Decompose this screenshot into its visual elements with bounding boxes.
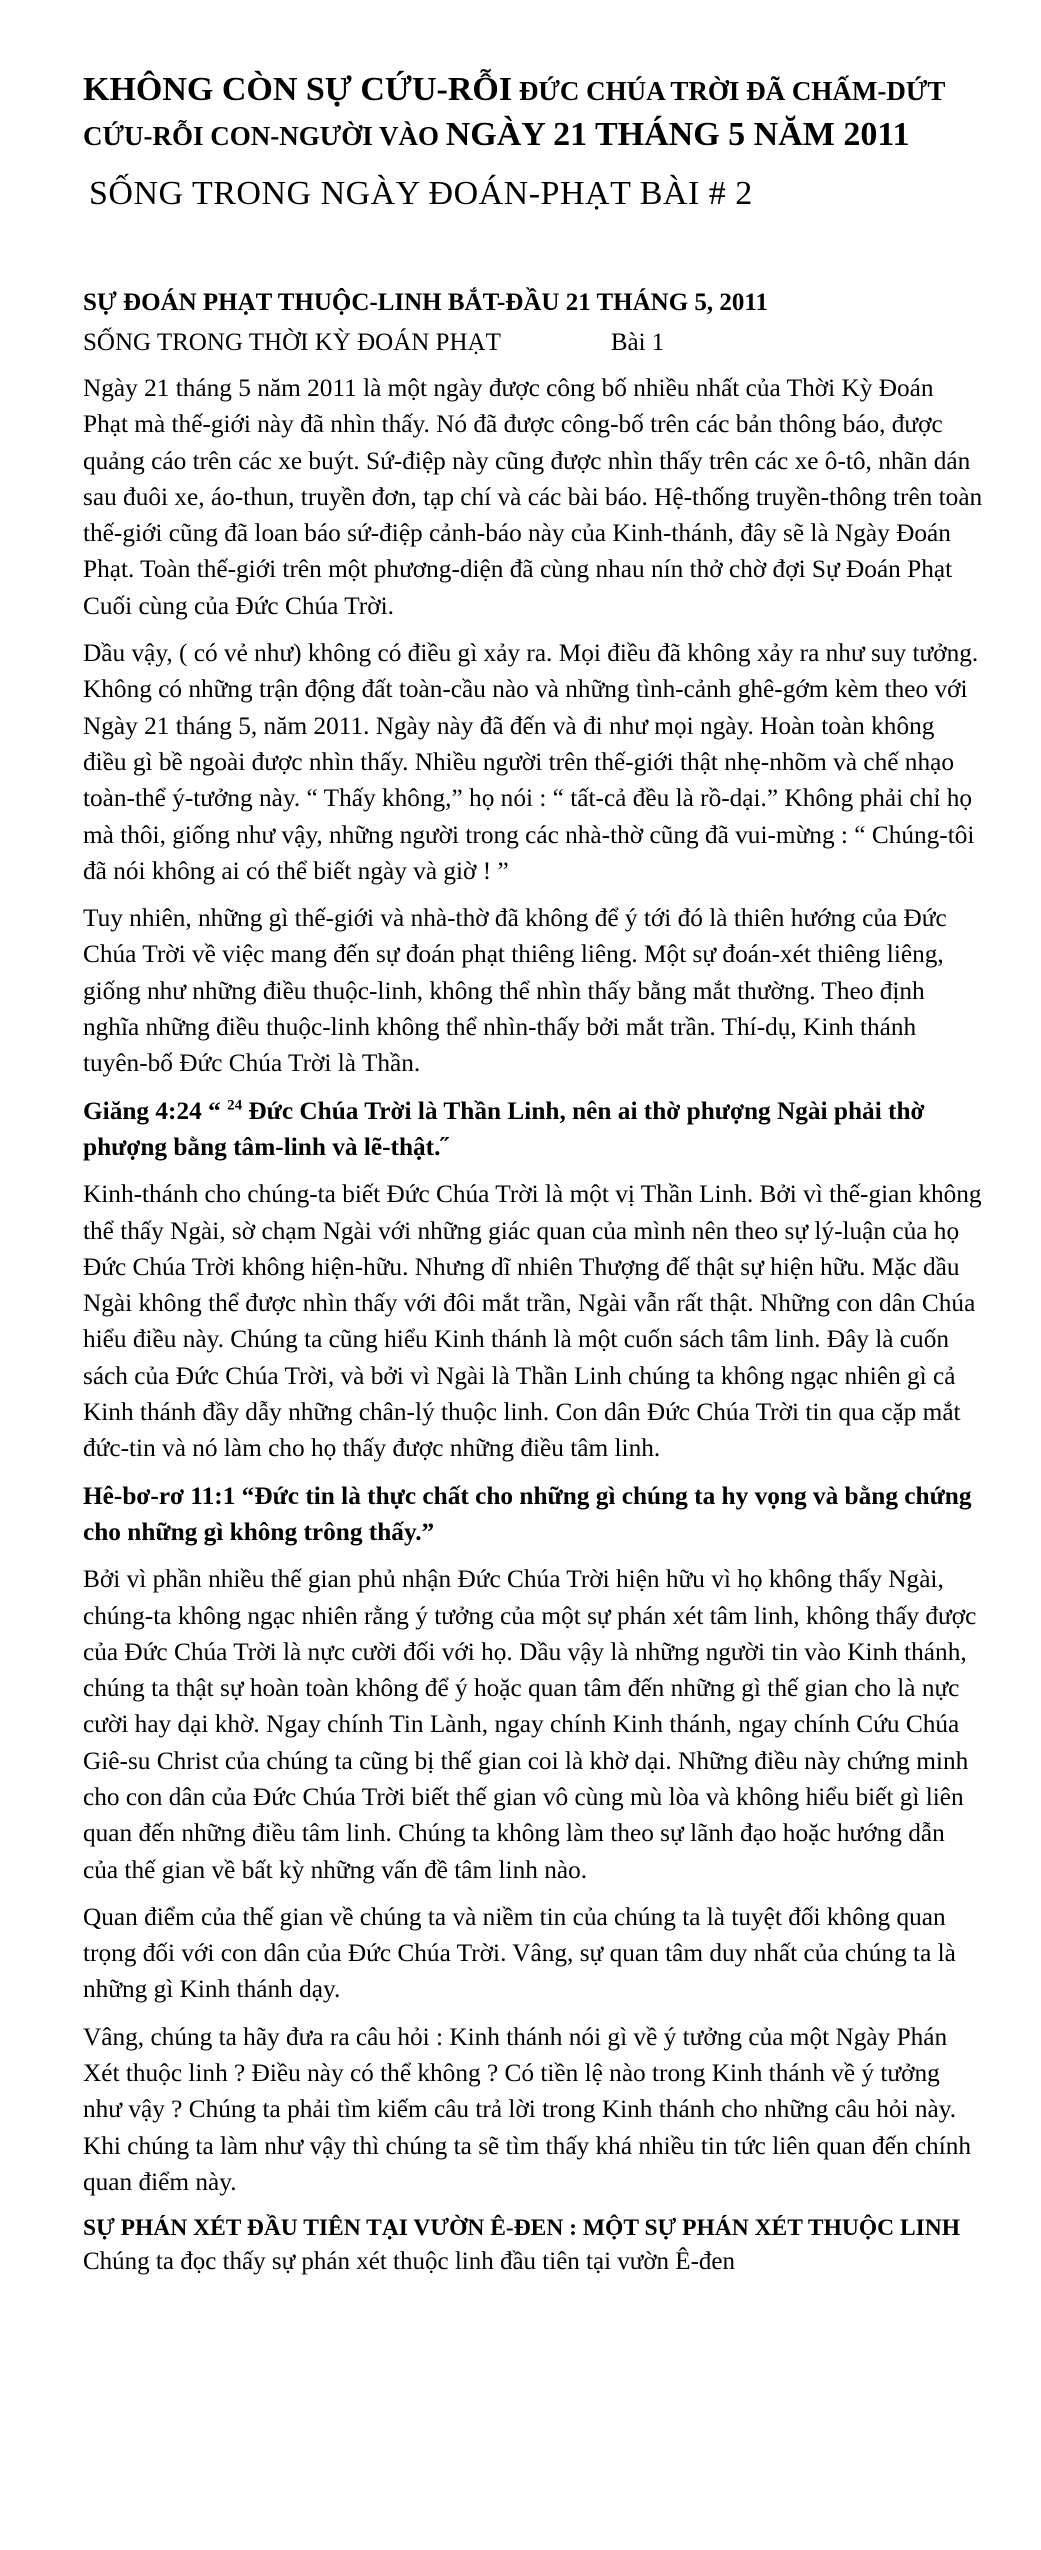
- series-line: [83, 326, 983, 360]
- document-page: [83, 68, 983, 2276]
- paragraph-7: Vâng, chúng ta hãy đưa ra câu hỏi : Kinh thánh nói gì về ý tưởng của một Ngày Phán Xét thuộc linh ? Điều này có thể không ? Có tiền lệ nào trong Kinh thánh về ý tưởng như vậy ? Chúng ta phải tìm kiếm câu trả lời trong Kinh thánh cho những câu hỏi này. Khi chúng ta làm như vậy thì chúng ta sẽ tìm thấy khá nhiều tin tức liên quan đến chính quan điểm này.: [83, 2022, 972, 2196]
- verse-open-quote: “: [201, 1096, 228, 1125]
- section-2-heading: SỰ PHÁN XÉT ĐẦU TIÊN TẠI VƯỜN Ê-ĐEN : MỘT SỰ PHÁN XÉT THUỘC LINH: [83, 2215, 961, 2242]
- paragraph-1: Ngày 21 tháng 5 năm 2011 là một ngày được công bố nhiều nhất của Thời Kỳ Đoán Phạt mà thế-giới này đã nhìn thấy. Nó đã được công-bố trên các bản thông báo, được quảng cáo trên các xe buýt. Sứ-điệp này cũng được nhìn thấy trên các xe ô-tô, nhãn dán sau đuôi xe, áo-thun, truyền đơn, tạp chí và các bài báo. Hệ-thống truyền-thông trên toàn thế-giới cũng đã loan báo sứ-điệp cảnh-báo này của Kinh-thánh, đây sẽ là Ngày Đoán Phạt. Toàn thế-giới trên một phương-diện đã cùng nhau nín thở chờ đợi Sự Đoán Phạt Cuối cùng của Đức Chúa Trời.: [83, 374, 983, 620]
- series-title: SỐNG TRONG THỜI KỲ ĐOÁN PHẠT: [83, 329, 501, 356]
- verse-john-4-24: [83, 1093, 983, 1166]
- section-heading: SỰ ĐOÁN PHẠT THUỘC-LINH BẮT-ĐẦU 21 THÁNG 5, 2011: [83, 289, 769, 316]
- title-part-3: NGÀY 21 THÁNG 5 NĂM 2011: [445, 116, 910, 153]
- verse-hebrews-11-1: Hê-bơ-rơ 11:1 “Đức tin là thực chất cho những gì chúng ta hy vọng và bằng chứng cho những gì không trông thấy.”: [83, 1481, 972, 1546]
- title-part-2: ĐỨC CHÚA TRỜI ĐÃ CHẤM-DỨT CỨU-RỖI CON-NGƯỜI VÀO: [83, 76, 945, 151]
- paragraph-2: Dầu vậy, ( có vẻ như) không có điều gì xảy ra. Mọi điều đã không xảy ra như suy tưởng. Không có những trận động đất toàn-cầu nào và những tình-cảnh ghê-gớm kèm theo với Ngày 21 tháng 5, năm 2011. Ngày này đã đến và đi như mọi ngày. Hoàn toàn không điều gì bề ngoài được nhìn thấy. Nhiều người trên thế-giới thật nhẹ-nhõm và chế nhạo toàn-thể ý-tưởng này. “ Thấy không,” họ nói : “ tất-cả đều là rồ-dại.” Không phải chỉ họ mà thôi, giống như vậy, những người trong các nhà-thờ cũng đã vui-mừng : “ Chúng-tôi đã nói không ai có thể biết ngày và giờ ! ”: [83, 639, 979, 885]
- title-part-1: KHÔNG CÒN SỰ CỨU-RỖI: [83, 71, 513, 108]
- page-subtitle: SỐNG TRONG NGÀY ĐOÁN-PHẠT BÀI # 2: [89, 175, 753, 212]
- series-number: Bài 1: [610, 329, 665, 356]
- verse-text: Đức Chúa Trời là Thần Linh, nên ai thờ phượng Ngài phải thờ phượng bằng tâm-linh và lẽ-thật.˝: [83, 1096, 925, 1161]
- verse-number: 24: [227, 1097, 243, 1114]
- paragraph-6: Quan điểm của thế gian về chúng ta và niềm tin của chúng ta là tuyệt đối không quan trọng đối với con dân của Đức Chúa Trời. Vâng, sự quan tâm duy nhất của chúng ta là những gì Kinh thánh dạy.: [83, 1902, 956, 2004]
- page-title: [83, 68, 983, 158]
- paragraph-4: Kinh-thánh cho chúng-ta biết Đức Chúa Trời là một vị Thần Linh. Bởi vì thế-gian không thể thấy Ngài, sờ chạm Ngài với những giác quan của mình nên theo sự lý-luận của họ Đức Chúa Trời không hiện-hữu. Nhưng dĩ nhiên Thượng đế thật sự hiện hữu. Mặc dầu Ngài không thể được nhìn thấy với đôi mắt trần, Ngài vẫn rất thật. Những con dân Chúa hiểu điều này. Chúng ta cũng hiểu Kinh thánh là một cuốn sách tâm linh. Đây là cuốn sách của Đức Chúa Trời, và bởi vì Ngài là Thần Linh chúng ta không ngạc nhiên gì cả Kinh thánh đầy dẫy những chân-lý thuộc linh. Con dân Đức Chúa Trời tin qua cặp mắt đức-tin và nó làm cho họ thấy được những điều tâm linh.: [83, 1180, 982, 1463]
- paragraph-5: Bởi vì phần nhiều thế gian phủ nhận Đức Chúa Trời hiện hữu vì họ không thấy Ngài, chúng-ta không ngạc nhiên rằng ý tưởng của một sự phán xét tâm linh, không thấy được của Đức Chúa Trời là nực cười đối với họ. Dầu vậy là những người tin vào Kinh thánh, chúng ta thật sự hoàn toàn không để ý hoặc quan tâm đến những gì thế gian cho là nực cười hay dại khờ. Ngay chính Tin Lành, ngay chính Kinh thánh, ngay chính Cứu Chúa Giê-su Christ của chúng ta cũng bị thế gian coi là khờ dại. Những điều này chứng minh cho con dân của Đức Chúa Trời biết thế gian vô cùng mù lòa và không hiểu biết gì liên quan đến những điều tâm linh. Chúng ta không làm theo sự lãnh đạo hoặc hướng dẫn của thế gian về bất kỳ những vấn đề tâm linh nào.: [83, 1565, 977, 1884]
- verse-reference: Giăng 4:24: [83, 1096, 202, 1125]
- cutoff-line: Chúng ta đọc thấy sự phán xét thuộc linh đầu tiên tại vườn Ê-đen: [83, 2248, 735, 2276]
- paragraph-3: Tuy nhiên, những gì thế-giới và nhà-thờ đã không để ý tới đó là thiên hướng của Đức Chúa Trời về việc mang đến sự đoán phạt thiêng liêng. Một sự đoán-xét thiêng liêng, giống như những điều thuộc-linh, không thể nhìn thấy bằng mắt thường. Theo định nghĩa những điều thuộc-linh không thể nhìn-thấy bởi mắt trần. Thí-dụ, Kinh thánh tuyên-bố Đức Chúa Trời là Thần.: [83, 904, 947, 1078]
